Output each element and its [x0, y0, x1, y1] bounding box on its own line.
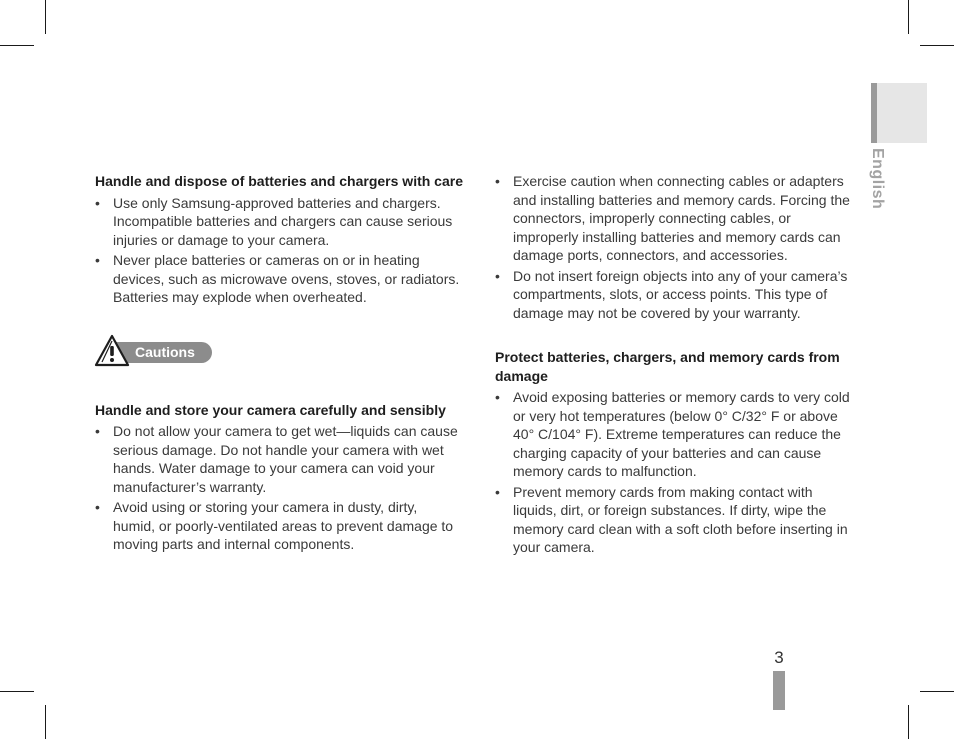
bullet-icon: • — [95, 499, 100, 515]
list-item-text: Avoid exposing batteries or memory cards to very cold or very hot temperatures (below 0° C/32° F or above 40° C/104° F). Extreme temperatures can reduce the charging capacity of your batteries and can cause memory cards to malfunction. — [513, 389, 850, 479]
list-item-text: Avoid using or storing your camera in dusty, dirty, humid, or poorly-ventilated areas to prevent damage to moving parts and internal components. — [113, 499, 454, 552]
bullet-icon: • — [495, 483, 500, 500]
crop-mark — [908, 705, 909, 739]
crop-mark — [45, 0, 46, 34]
warning-icon — [94, 333, 130, 369]
crop-mark — [0, 45, 34, 46]
page-marker-bar — [773, 671, 785, 710]
crop-mark — [908, 0, 909, 34]
bullet-icon: • — [495, 267, 500, 284]
list-item — [495, 483, 857, 557]
list-item — [95, 194, 463, 250]
list-item — [495, 267, 857, 323]
section-heading: Handle and store your camera carefully and sensibly — [95, 401, 446, 418]
list-item — [495, 172, 857, 265]
cautions-pill — [116, 342, 212, 363]
bullet-icon: • — [95, 423, 100, 439]
crop-mark — [0, 691, 34, 692]
page-number: 3 — [774, 648, 784, 667]
bullet-list — [495, 388, 857, 557]
bullet-list — [495, 172, 857, 322]
language-tab-bar — [871, 83, 877, 143]
crop-mark — [920, 691, 954, 692]
list-item — [95, 498, 463, 554]
crop-mark — [920, 45, 954, 46]
language-tab — [871, 83, 927, 143]
list-item — [95, 422, 463, 496]
list-item-text: Prevent memory cards from making contact with liquids, dirt, or foreign substances. If dirty, wipe the memory card clean with a soft cloth before inserting in your camera. — [513, 483, 848, 555]
bullet-list — [95, 194, 463, 307]
bullet-icon: • — [495, 389, 500, 405]
list-item — [95, 251, 463, 307]
left-column — [95, 172, 463, 556]
crop-mark — [45, 705, 46, 739]
language-label: English — [869, 148, 886, 210]
bullet-icon: • — [95, 252, 100, 268]
list-item-text: Never place batteries or cameras on or in heating devices, such as microwave ovens, stoves, or radiators. Batteries may explode when overheated. — [113, 252, 460, 305]
list-item-text: Do not insert foreign objects into any of your camera’s compartments, slots, or access points. This type of damage may not be covered by your warranty. — [513, 267, 848, 321]
bullet-list — [95, 422, 463, 554]
section-heading: Protect batteries, chargers, and memory cards from damage — [495, 349, 840, 384]
bullet-icon: • — [95, 194, 100, 211]
cautions-banner — [94, 333, 463, 371]
bullet-icon: • — [495, 173, 500, 189]
list-item-text: Exercise caution when connecting cables or adapters and installing batteries and memory cards. Forcing the connectors, improperly connecting cables, or improperly installing batteries and memory cards can damage ports, connectors, and accessories. — [513, 173, 850, 263]
section-heading: Handle and dispose of batteries and chargers with care — [95, 173, 463, 189]
list-item-text: Use only Samsung-approved batteries and chargers. Incompatible batteries and chargers can cause serious injuries or damage to your camera. — [113, 194, 453, 248]
list-item-text: Do not allow your camera to get wet—liquids can cause serious damage. Do not handle your camera with wet hands. Water damage to your camera can void your manufacturer’s warranty. — [113, 423, 458, 495]
cautions-label: Cautions — [135, 343, 195, 360]
list-item — [495, 388, 857, 481]
right-column — [495, 172, 857, 559]
